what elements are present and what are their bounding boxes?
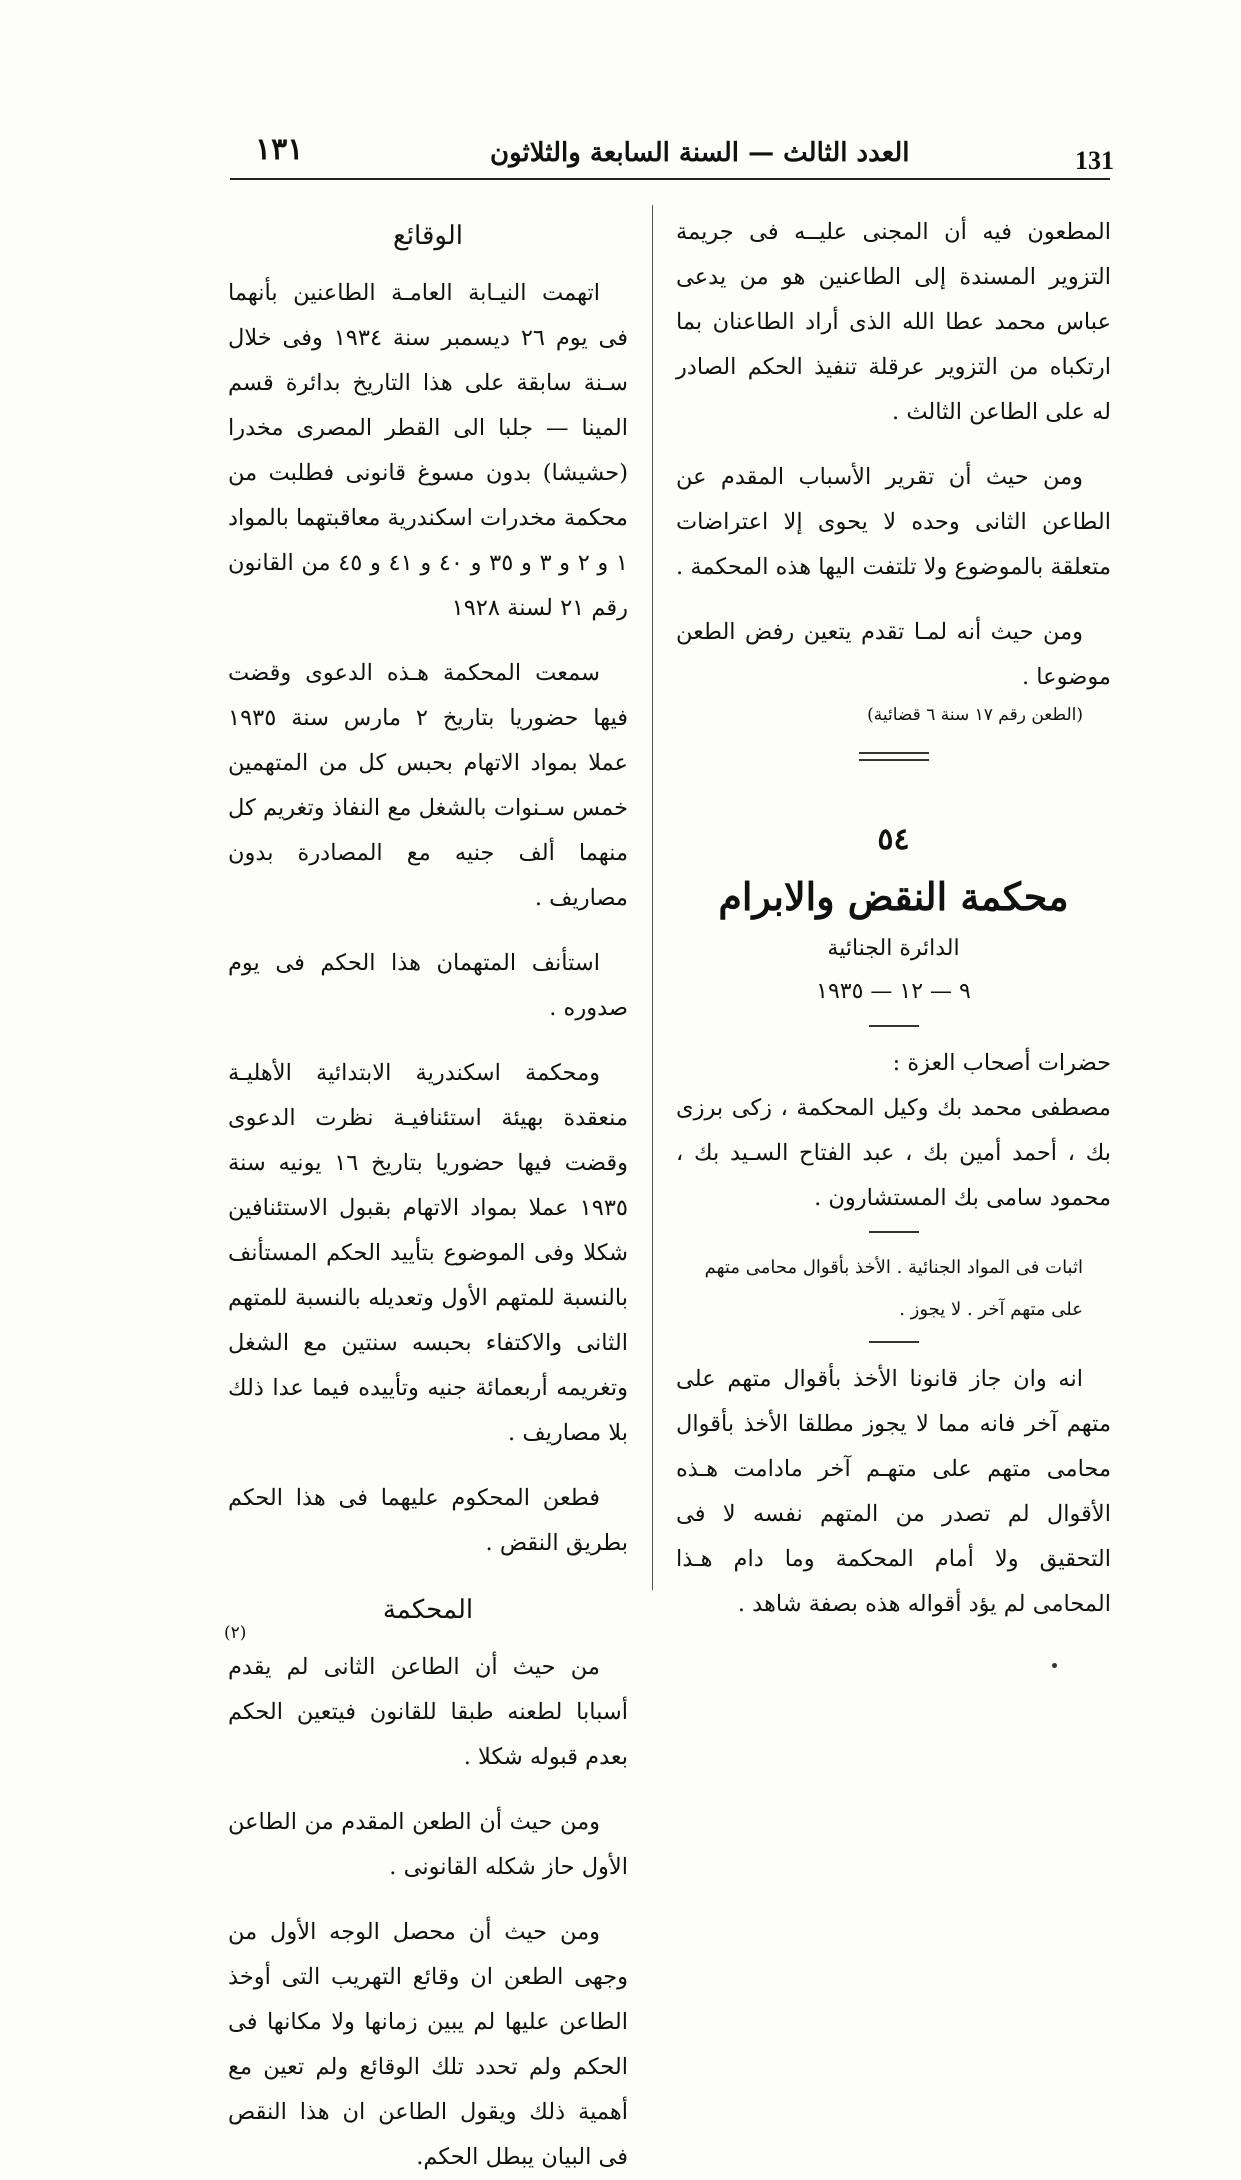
paragraph: ومن حيث أنه لمـا تقدم يتعين رفض الطعن موضوعا . — [676, 619, 1111, 690]
divider — [869, 1341, 919, 1343]
page-number-arabic: ١٣١ — [255, 132, 304, 167]
case-number: ٥٤ — [877, 822, 910, 857]
paragraph: فطعن المحكوم عليهما فى هذا الحكم بطريق النقض . — [228, 1485, 628, 1556]
ruling-date: ٩ — ١٢ — ١٩٣٥ — [816, 979, 971, 1004]
judges-list: مصطفى محمد بك وكيل المحكمة ، زكى برزى بك ، أحمد أمين بك ، عبد الفتاح السـيد بك ، محمود سامى بك المستشارون . — [676, 1095, 1111, 1211]
paragraph: استأنف المتهمان هذا الحكم فى يوم صدوره . — [228, 950, 628, 1021]
facts-heading: الوقائع — [392, 221, 463, 251]
circuit: الدائرة الجنائية — [827, 936, 960, 961]
paragraph: المطعون فيه أن المجنى عليــه فى جريمة التزوير المسندة إلى الطاعنين هو من يدعى عباس محمد عطا الله الذى أراد الطاعنان بما ارتكباه من التزوير عرقلة تنفيذ الحكم الصادر له على الطاعن الثالث . — [676, 219, 1111, 425]
paragraph: اتهمت النيـابة العامـة الطاعنين بأنهما فى يوم ٢٦ ديسمبر سنة ١٩٣٤ وفى خلال سـنة سابقة على هذا التاريخ بدائرة قسم المينا — جلبا الى القطر المصرى مخدرا (حشيشا) بدون مسوغ قانونى فطلبت من محكمة مخدرات اسكندرية معاقبتهما بالمواد ١ و ٢ و ٣ و ٣٥ و ٤٠ و ٤١ و ٤٥ من القانون رقم ٢١ لسنة ١٩٢٨ — [228, 280, 629, 621]
footnote-marker: (٢) — [224, 1623, 247, 1643]
paragraph: ومن حيث أن محصل الوجه الأول من وجهى الطعن ان وقائع التهريب التى أوخذ الطاعن عليها لم يبين زمانها ولا مكانها فى الحكم ولم تحدد تلك الوقائع ولم تعين مع أهمية ذلك ويقول الطاعن ان هذا النقص فى البيان يبطل الحكم. — [228, 1919, 628, 2170]
right-column — [676, 210, 1111, 1627]
paragraph: سمعت المحكمة هـذه الدعوى وقضت فيها حضوريا بتاريخ ٢ مارس سنة ١٩٣٥ عملا بمواد الاتهام بحبس كل من المتهمين خمس سـنوات بالشغل مع النفاذ وتغريم كل منهما ألف جنيه مع المصادرة بدون مصاريف . — [228, 660, 628, 911]
paragraph: ومحكمة اسكندرية الابتدائية الأهليـة منعقدة بهيئة استئنافيـة نظرت الدعوى وقضت فيها حضوريا بتاريخ ١٦ يونيه سنة ١٩٣٥ عملا بمواد الاتهام بقبول الاستئنافين شكلا وفى الموضوع بتأييد الحكم المستأنف بالنسبة للمتهم الأول وتعديله بالنسبة للمتهم الثانى والاكتفاء بحبسه سنتين مع الشغل وتغريمه أربعمائة جنيه وتأييده فيما عدا ذلك بلا مصاريف . — [228, 1060, 628, 1446]
legal-principle: انه وان جاز قانونا الأخذ بأقوال متهم على متهم آخر فانه مما لا يجوز مطلقا الأخذ بأقوال محامى متهم على متهـم آخر مادامت هـذه الأقوال لم تصدر من المتهم نفسه لا فى التحقيق ولا أمام المحكمة وما دام هـذا المحامى لم يؤد أقواله هذه بصفة شاهد . — [676, 1366, 1111, 1617]
divider — [869, 1025, 919, 1027]
paragraph: ومن حيث أن الطعن المقدم من الطاعن الأول حاز شكله القانونى . — [228, 1809, 628, 1880]
presiding-label: حضرات أصحاب العزة : — [892, 1050, 1111, 1076]
ink-dot — [1052, 1663, 1057, 1668]
divider — [869, 1231, 919, 1233]
page-number-latin: 131 — [1075, 146, 1114, 175]
paragraph: ومن حيث أن تقرير الأسباب المقدم عن الطاعن الثانى وحده لا يحوى إلا اعتراضات متعلقة بالموضوع ولا تلتفت اليها هذه المحكمة . — [676, 464, 1111, 580]
header-rule — [230, 178, 1110, 180]
left-column — [228, 210, 628, 2180]
column-divider — [652, 205, 653, 1590]
legal-digest: اثبات فى المواد الجنائية . الأخذ بأقوال محامى متهم على متهم آخر . لا يجوز . — [704, 1257, 1083, 1320]
court-heading: المحكمة — [382, 1595, 474, 1625]
running-header: العدد الثالث — السنة السابعة والثلاثون — [490, 138, 910, 168]
appeal-reference: (الطعن رقم ١٧ سنة ٦ قضائية) — [867, 705, 1083, 725]
section-divider — [859, 752, 929, 761]
paragraph: من حيث أن الطاعن الثانى لم يقدم أسبابا لطعنه طبقا للقانون فيتعين الحكم بعدم قبوله شكلا . — [228, 1654, 628, 1770]
court-name: محكمة النقض والابرام — [718, 874, 1069, 919]
